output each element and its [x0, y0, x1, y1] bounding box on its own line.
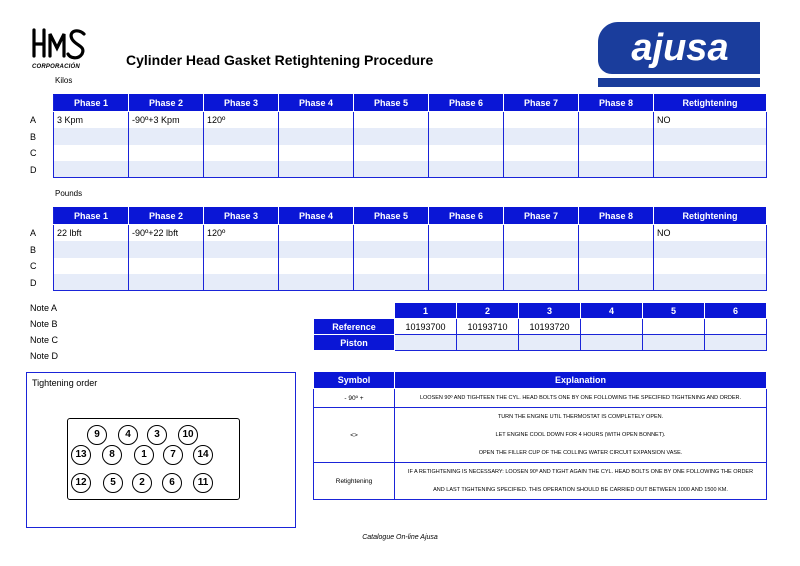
- symbol-cell: <>: [314, 408, 395, 463]
- pounds-cell: [354, 258, 429, 275]
- pounds-cell: [54, 258, 129, 275]
- logo-subtitle: CORPORACIÓN: [32, 64, 80, 70]
- pounds-cell: [129, 241, 204, 258]
- reference-col-header: 6: [705, 303, 767, 319]
- bolt-marker: 6: [162, 473, 182, 493]
- note-a: Note A: [30, 303, 58, 313]
- bolt-marker: 3: [147, 425, 167, 445]
- piston-label: Piston: [314, 335, 395, 351]
- reference-label: Reference: [314, 319, 395, 335]
- pounds-cell: [579, 274, 654, 291]
- pounds-cell: [204, 241, 279, 258]
- reference-value: 10193710: [457, 319, 519, 335]
- note-d: Note D: [30, 351, 59, 361]
- pounds-cell: -90º+22 lbft: [129, 225, 204, 242]
- pounds-col-header: Phase 2: [129, 208, 204, 225]
- bolt-marker: 1: [134, 445, 154, 465]
- pounds-row-letter: D: [30, 277, 37, 288]
- pounds-col-header: Phase 6: [429, 208, 504, 225]
- explanation-line: IF A RETIGHTENING IS NECESSARY: LOOSEN 90º AND TIGHT AGAIN THE CYL. HEAD BOLTS ONE BY ONE FOLLOWING THE ORDER: [407, 469, 754, 475]
- kilos-col-header: Phase 5: [354, 95, 429, 112]
- pounds-row-letter: A: [30, 228, 37, 238]
- piston-value: [643, 335, 705, 351]
- tightening-order-panel: [26, 372, 296, 528]
- pounds-cell: [654, 241, 767, 258]
- pounds-cell: [279, 274, 354, 291]
- explanation-cell: [395, 463, 767, 500]
- kilos-cell: [279, 145, 354, 162]
- kilos-cell: [354, 161, 429, 178]
- kilos-cell: [204, 128, 279, 145]
- kilos-col-header: Phase 3: [204, 95, 279, 112]
- kilos-cell: [504, 145, 579, 162]
- logo-wordmark: ajusa: [631, 27, 729, 69]
- pounds-cell: [429, 258, 504, 275]
- pounds-cell: [129, 258, 204, 275]
- kilos-col-header: Phase 8: [579, 95, 654, 112]
- pounds-cell: [279, 225, 354, 242]
- reference-value: [581, 319, 643, 335]
- reference-col-header: 1: [395, 303, 457, 319]
- bolt-marker: 13: [71, 445, 91, 465]
- ajusa-logo-mark: [598, 22, 760, 87]
- kilos-cell: [504, 112, 579, 129]
- reference-header-row: [314, 303, 767, 319]
- pounds-col-header: Phase 7: [504, 208, 579, 225]
- kilos-cell: [504, 128, 579, 145]
- pounds-cell: [354, 225, 429, 242]
- kilos-col-header: Retightening: [654, 95, 767, 112]
- piston-value: [457, 335, 519, 351]
- pounds-cell: [654, 274, 767, 291]
- reference-value: 10193720: [519, 319, 581, 335]
- kilos-row-letters: [30, 112, 37, 178]
- reference-value: [705, 319, 767, 335]
- kilos-cell: [204, 145, 279, 162]
- kilos-row-letter: D: [30, 164, 37, 175]
- bolt-marker: 4: [118, 425, 138, 445]
- reference-col-header: 5: [643, 303, 705, 319]
- bolt-marker: 8: [102, 445, 122, 465]
- kilos-cell: NO: [654, 112, 767, 129]
- piston-value: [705, 335, 767, 351]
- pounds-cell: [429, 225, 504, 242]
- reference-value: [643, 319, 705, 335]
- pounds-cell: [204, 258, 279, 275]
- kilos-col-header: Phase 4: [279, 95, 354, 112]
- explanation-cell: [395, 389, 767, 408]
- pounds-cell: [204, 274, 279, 291]
- explanation-line: TURN THE ENGINE UTIL THERMOSTAT IS COMPLETELY OPEN.: [497, 414, 664, 420]
- pounds-cell: [654, 258, 767, 275]
- pounds-cell: [429, 274, 504, 291]
- pounds-row: [54, 241, 767, 258]
- kilos-col-header: Phase 1: [54, 95, 129, 112]
- hms-logo: [30, 26, 90, 72]
- pounds-col-header: Phase 1: [54, 208, 129, 225]
- symbol-row: [314, 463, 767, 500]
- pounds-row: [54, 274, 767, 291]
- symbol-cell: Retightening: [314, 463, 395, 500]
- page-title: Cylinder Head Gasket Retightening Procedure: [126, 52, 434, 68]
- pounds-cell: [354, 241, 429, 258]
- ajusa-logo: [598, 22, 760, 87]
- pounds-cell: [54, 274, 129, 291]
- kilos-row: [54, 112, 767, 129]
- pounds-table: [53, 207, 767, 291]
- pounds-cell: [504, 241, 579, 258]
- kilos-cell: [579, 161, 654, 178]
- pounds-col-header: Retightening: [654, 208, 767, 225]
- pounds-cell: [54, 241, 129, 258]
- pounds-cell: [579, 225, 654, 242]
- bolt-marker: 9: [87, 425, 107, 445]
- kilos-cell: [654, 128, 767, 145]
- symbol-header-row: [314, 372, 767, 389]
- pounds-cell: [579, 241, 654, 258]
- kilos-row-letter: B: [30, 131, 37, 142]
- kilos-cell: [54, 145, 129, 162]
- kilos-cell: [54, 128, 129, 145]
- bolt-marker: 10: [178, 425, 198, 445]
- bolt-marker: 7: [163, 445, 183, 465]
- bolt-marker: 2: [132, 473, 152, 493]
- bolt-marker: 14: [193, 445, 213, 465]
- pounds-cell: 120º: [204, 225, 279, 242]
- kilos-cell: [129, 145, 204, 162]
- note-c: Note C: [30, 335, 59, 345]
- pounds-cell: 22 lbft: [54, 225, 129, 242]
- reference-table: [313, 302, 767, 351]
- pounds-cell: [504, 258, 579, 275]
- bolt-marker: 11: [193, 473, 213, 493]
- pounds-cell: [279, 241, 354, 258]
- kilos-cell: [579, 112, 654, 129]
- pounds-cell: [504, 274, 579, 291]
- tightening-order-label: Tightening order: [32, 378, 98, 388]
- explanation-line: AND LAST TIGHTENING SPECIFIED. THIS OPERATION SHOULD BE CARRIED OUT BETWEEN 1000 AND 1500 KM.: [433, 487, 728, 493]
- kilos-header-row: [54, 95, 767, 112]
- piston-value: [519, 335, 581, 351]
- explanation-cell: [395, 408, 767, 463]
- kilos-cell: [654, 145, 767, 162]
- piston-value: [581, 335, 643, 351]
- kilos-col-header: Phase 2: [129, 95, 204, 112]
- kilos-table: [53, 94, 767, 178]
- bolt-marker: 5: [103, 473, 123, 493]
- kilos-cell: [54, 161, 129, 178]
- pounds-row: [54, 258, 767, 275]
- pounds-row-letter: C: [30, 261, 37, 271]
- explanation-line: LOOSEN 90º AND TIGHTEEN THE CYL. HEAD BOLTS ONE BY ONE FOLLOWING THE SPECIFIED TIGHTENING AND ORDER.: [419, 395, 742, 401]
- kilos-col-header: Phase 6: [429, 95, 504, 112]
- kilos-cell: [654, 161, 767, 178]
- pounds-col-header: Phase 8: [579, 208, 654, 225]
- kilos-cell: [354, 112, 429, 129]
- pounds-label: Pounds: [55, 189, 83, 198]
- piston-value: [395, 335, 457, 351]
- kilos-cell: [429, 145, 504, 162]
- explanation-header: Explanation: [395, 372, 767, 389]
- kilos-cell: [129, 161, 204, 178]
- kilos-cell: [129, 128, 204, 145]
- pounds-row-letters: [30, 225, 37, 291]
- kilos-cell: [279, 128, 354, 145]
- pounds-cell: [354, 274, 429, 291]
- kilos-cell: [279, 161, 354, 178]
- kilos-cell: [279, 112, 354, 129]
- piston-row: [314, 335, 767, 351]
- kilos-cell: 3 Kpm: [54, 112, 129, 129]
- kilos-cell: [204, 161, 279, 178]
- pounds-row-letter: B: [30, 244, 37, 255]
- bolt-marker: 12: [71, 473, 91, 493]
- pounds-col-header: Phase 4: [279, 208, 354, 225]
- kilos-row: [54, 145, 767, 162]
- symbol-row: [314, 408, 767, 463]
- kilos-cell: [429, 161, 504, 178]
- pounds-cell: NO: [654, 225, 767, 242]
- notes-list: [30, 300, 58, 364]
- kilos-cell: [429, 128, 504, 145]
- kilos-row: [54, 128, 767, 145]
- symbol-header: Symbol: [314, 372, 395, 389]
- reference-value: 10193700: [395, 319, 457, 335]
- explanation-line: LET ENGINE COOL DOWN FOR 4 HOURS (WITH OPEN BONNET).: [495, 432, 666, 438]
- hms-logo-mark: [30, 26, 90, 62]
- kilos-cell: [429, 112, 504, 129]
- kilos-cell: [504, 161, 579, 178]
- pounds-row: [54, 225, 767, 242]
- kilos-cell: [579, 145, 654, 162]
- pounds-cell: [504, 225, 579, 242]
- symbol-row: [314, 389, 767, 408]
- kilos-cell: [354, 128, 429, 145]
- kilos-row-letter: C: [30, 148, 37, 158]
- footer-text: Catalogue On-line Ajusa: [362, 534, 438, 541]
- kilos-cell: [579, 128, 654, 145]
- kilos-label: Kilos: [55, 76, 73, 85]
- kilos-row-letter: A: [30, 115, 37, 125]
- symbol-cell: - 90º +: [314, 389, 395, 408]
- kilos-cell: [354, 145, 429, 162]
- reference-col-header: 3: [519, 303, 581, 319]
- reference-col-header: 4: [581, 303, 643, 319]
- reference-row: [314, 319, 767, 335]
- pounds-header-row: [54, 208, 767, 225]
- pounds-cell: [579, 258, 654, 275]
- pounds-col-header: Phase 3: [204, 208, 279, 225]
- reference-col-header: 2: [457, 303, 519, 319]
- kilos-cell: 120º: [204, 112, 279, 129]
- kilos-col-header: Phase 7: [504, 95, 579, 112]
- kilos-cell: -90º+3 Kpm: [129, 112, 204, 129]
- pounds-cell: [129, 274, 204, 291]
- pounds-col-header: Phase 5: [354, 208, 429, 225]
- note-b: Note B: [30, 319, 58, 329]
- cylinder-head-diagram: [67, 418, 240, 500]
- kilos-row: [54, 161, 767, 178]
- pounds-cell: [429, 241, 504, 258]
- symbol-table: [313, 371, 767, 500]
- pounds-cell: [279, 258, 354, 275]
- explanation-line: OPEN THE FILLER CUP OF THE COLLING WATER CIRCUIT EXPANSION VASE.: [478, 450, 683, 456]
